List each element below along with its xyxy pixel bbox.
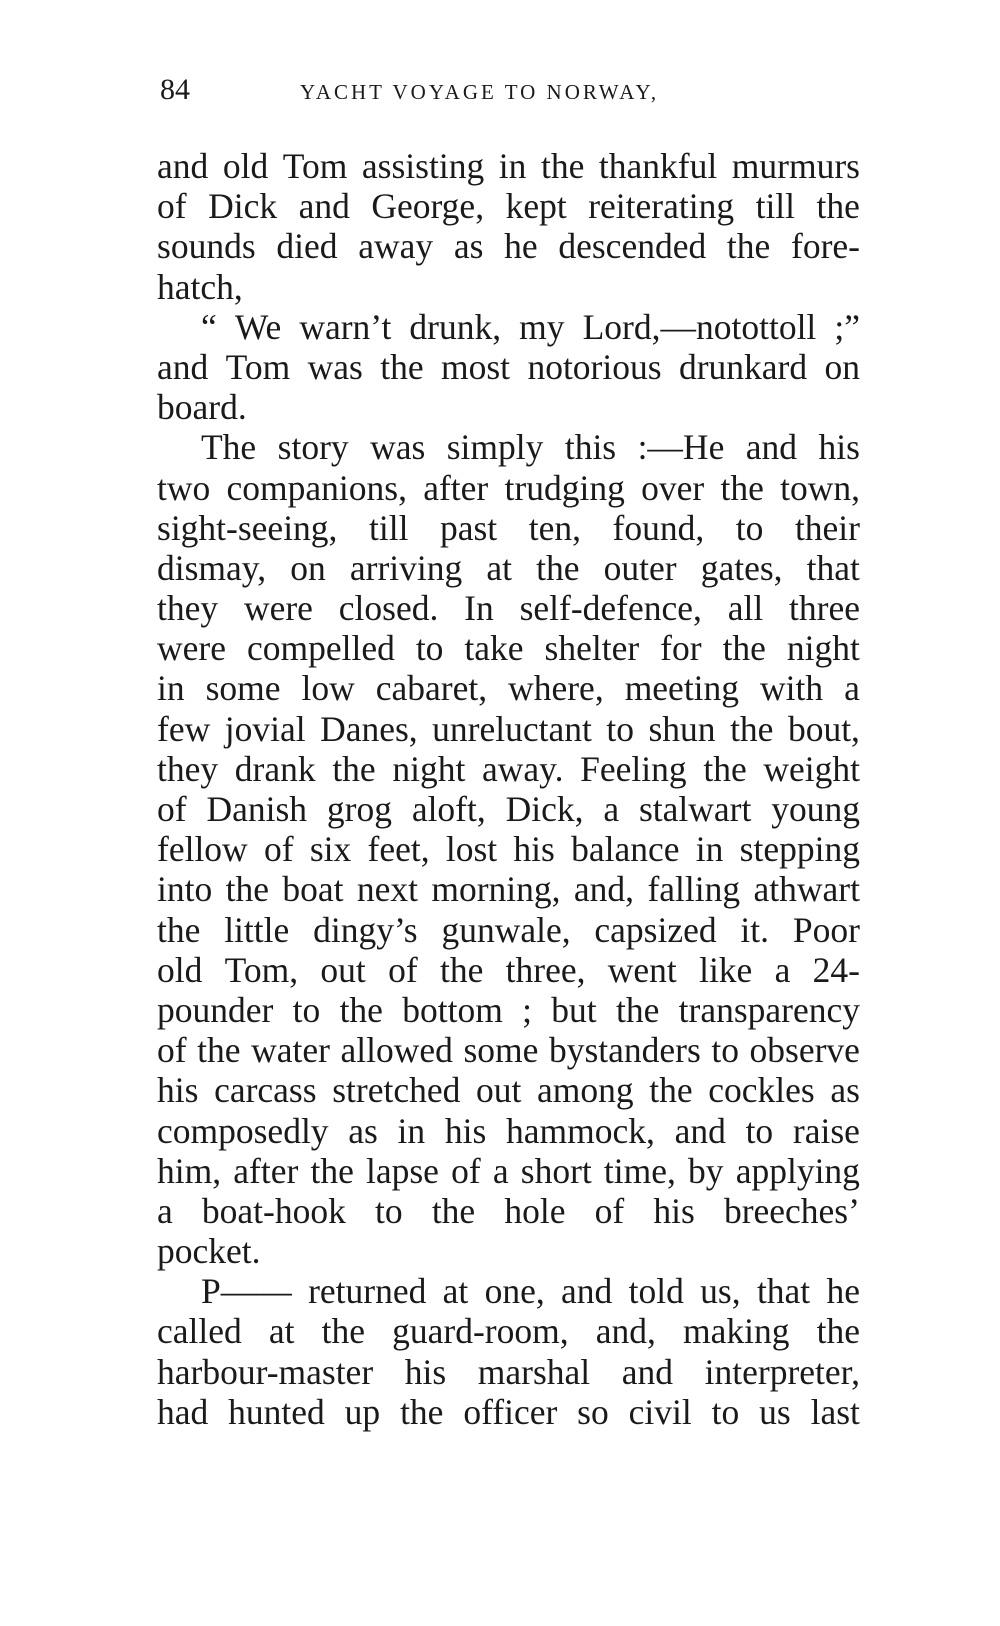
word: to <box>606 708 634 749</box>
text-line <box>157 1030 860 1070</box>
word: past <box>439 507 498 548</box>
word: the <box>197 1030 241 1071</box>
word: for <box>660 628 702 669</box>
text-line <box>157 990 860 1030</box>
word: story <box>277 427 349 468</box>
word: to <box>711 1030 739 1071</box>
word: to <box>292 989 321 1030</box>
word: notorious <box>527 346 662 387</box>
word: a <box>157 1190 173 1231</box>
text-line <box>157 829 860 869</box>
text-line <box>157 1111 860 1151</box>
word: the <box>816 1311 860 1352</box>
word: reiterating <box>588 186 735 227</box>
word: the <box>157 909 201 950</box>
word: of <box>263 829 294 870</box>
word: In <box>464 588 494 629</box>
word: the <box>400 1391 444 1432</box>
word: Lord,—notottoll <box>582 306 817 347</box>
word: and <box>298 186 350 227</box>
text-line <box>157 869 860 909</box>
word: Tom, <box>224 949 299 990</box>
text-line <box>157 508 860 548</box>
word: breeches’ <box>723 1190 860 1231</box>
word: lost <box>445 829 498 870</box>
word: the <box>730 708 774 749</box>
word: bystanders <box>548 1030 701 1071</box>
word: died <box>276 226 338 267</box>
word: and, <box>573 869 635 910</box>
word: two <box>157 467 211 508</box>
word: shun <box>648 708 716 749</box>
text-line <box>157 1311 860 1351</box>
word: unreluctant <box>432 708 592 749</box>
word: gunwale, <box>441 909 571 950</box>
word: and <box>157 346 209 387</box>
word: last <box>810 1391 860 1432</box>
word: shelter <box>544 628 640 669</box>
word: drunk, <box>409 306 502 347</box>
word: of <box>594 1190 625 1231</box>
word: pounder <box>157 989 274 1030</box>
word: as <box>348 1110 378 1151</box>
word: the <box>332 748 376 789</box>
word: board. <box>157 387 247 428</box>
word: his <box>513 829 555 870</box>
word: were <box>157 628 226 669</box>
word: a <box>774 949 791 990</box>
word: grog <box>326 789 392 829</box>
word: gates, <box>700 547 783 588</box>
word: stretched <box>332 1070 461 1111</box>
word: were <box>243 588 313 629</box>
word: companions, <box>226 467 407 508</box>
word: in <box>695 829 724 870</box>
word: Poor <box>792 909 860 950</box>
word: time, <box>603 1150 676 1191</box>
word: feet, <box>367 829 430 870</box>
word: where, <box>508 668 604 709</box>
word: few <box>157 708 211 749</box>
word: the <box>649 1070 693 1111</box>
word: hammock, <box>506 1110 655 1151</box>
word: three <box>789 588 860 629</box>
word: it. <box>740 909 770 950</box>
word: ; <box>522 989 532 1030</box>
text-line <box>157 347 860 387</box>
word: and <box>745 427 798 468</box>
word: out <box>475 1070 522 1111</box>
word: town, <box>780 467 860 508</box>
word: my <box>519 306 565 347</box>
text-line <box>157 910 860 950</box>
word: water <box>251 1030 330 1071</box>
word: on <box>290 547 326 588</box>
word: night <box>392 748 466 789</box>
word: all <box>727 588 764 629</box>
word: murmurs <box>731 146 860 186</box>
text-line <box>157 1392 860 1432</box>
text-line <box>157 1151 860 1191</box>
word: his <box>818 427 860 468</box>
word: with <box>760 668 824 709</box>
word: the <box>225 869 269 910</box>
word: after <box>423 467 489 508</box>
text-line <box>157 1231 860 1271</box>
running-title: YACHT VOYAGE TO NORWAY, <box>300 80 660 104</box>
word: marshal <box>477 1351 591 1392</box>
word: morning, <box>431 869 561 910</box>
word: warn’t <box>299 306 392 347</box>
word: drank <box>234 748 316 789</box>
word: arriving <box>349 547 463 588</box>
word: a <box>844 668 860 709</box>
word: and <box>561 1271 613 1312</box>
word: a <box>492 1150 509 1191</box>
word: bout, <box>787 708 860 749</box>
word: had <box>157 1391 209 1432</box>
word: to <box>375 1190 403 1231</box>
text-line <box>157 1191 860 1231</box>
word: self-defence, <box>519 588 702 629</box>
word: dismay, <box>157 547 267 588</box>
word: short <box>520 1150 592 1191</box>
text-line <box>157 427 860 467</box>
word: his <box>404 1351 447 1392</box>
word: this <box>564 427 617 468</box>
word: three, <box>505 949 586 990</box>
word: simply <box>446 427 544 468</box>
word: officer <box>463 1391 558 1432</box>
word: closed. <box>338 588 439 629</box>
word: capsized <box>594 909 717 950</box>
word: the <box>439 949 484 990</box>
word: among <box>537 1070 634 1111</box>
text-line <box>157 628 860 668</box>
word: guard-room, <box>392 1311 569 1352</box>
word: the <box>816 186 860 227</box>
word: drunkard <box>678 346 808 387</box>
word: and <box>621 1351 674 1392</box>
word: of <box>157 789 187 829</box>
word: The <box>201 427 257 468</box>
word: old <box>157 949 203 990</box>
word: out <box>320 949 366 990</box>
word: P—— <box>201 1271 292 1312</box>
word: the <box>321 1311 365 1352</box>
word: Dick, <box>505 789 584 829</box>
word: meeting <box>624 668 740 709</box>
word: and <box>157 146 209 186</box>
word: his <box>444 1110 487 1151</box>
word: the <box>380 346 424 387</box>
word: us, <box>700 1271 741 1312</box>
word: hatch, <box>157 266 243 307</box>
text-line <box>157 789 860 829</box>
word: and, <box>595 1311 656 1352</box>
page-number: 84 <box>160 73 190 106</box>
text-line <box>157 226 860 266</box>
word: Tom <box>282 146 348 186</box>
word: some <box>205 668 281 709</box>
word: :—He <box>637 427 725 468</box>
word: the <box>615 989 660 1030</box>
word: the <box>310 1150 354 1191</box>
word: of <box>157 186 187 227</box>
text-line <box>157 387 860 427</box>
text-line <box>157 267 860 307</box>
word: ;” <box>834 306 860 347</box>
word: compelled <box>246 628 395 669</box>
word: the <box>720 467 764 508</box>
text-line <box>157 307 860 347</box>
word: Tom <box>225 346 291 387</box>
word: by <box>688 1150 724 1191</box>
word: away. <box>482 748 564 789</box>
word: boat-hook <box>201 1190 346 1231</box>
word: next <box>356 869 418 910</box>
word: they <box>157 588 219 629</box>
word: the <box>726 226 771 267</box>
word: at <box>442 1271 469 1312</box>
word: civil <box>628 1391 692 1432</box>
word: his <box>653 1190 695 1231</box>
word: six <box>309 829 352 870</box>
word: cabaret, <box>375 668 488 709</box>
word: stalwart <box>638 789 752 829</box>
word: called <box>157 1311 242 1352</box>
word: the <box>431 1190 476 1231</box>
word: falling <box>647 869 741 910</box>
word: observe <box>749 1030 860 1071</box>
word: was <box>370 427 426 468</box>
word: boat <box>282 869 344 910</box>
word: sight-seeing, <box>157 507 338 548</box>
word: as <box>830 1070 860 1111</box>
word: ten, <box>528 507 581 548</box>
word: of <box>157 1030 187 1071</box>
word: in <box>157 668 185 709</box>
word: him, <box>157 1150 222 1191</box>
word: interpreter, <box>704 1351 860 1392</box>
text-line <box>157 709 860 749</box>
word: jovial <box>224 708 306 749</box>
text-line <box>157 1352 860 1392</box>
word: he <box>504 226 538 267</box>
word: raise <box>792 1110 860 1151</box>
word: he <box>826 1271 860 1312</box>
word: away <box>358 226 434 267</box>
word: We <box>234 306 282 347</box>
text-line <box>157 588 860 628</box>
word: till <box>755 186 796 227</box>
word: Danes, <box>320 708 418 749</box>
word: the <box>339 989 383 1030</box>
word: night <box>786 628 860 669</box>
word: aloft, <box>411 789 486 829</box>
word: kept <box>505 186 567 227</box>
word: harbour-master <box>157 1351 374 1392</box>
word: assisting <box>361 146 485 186</box>
text-line <box>157 749 860 789</box>
word: most <box>441 346 511 387</box>
word: little <box>224 909 290 950</box>
word: in <box>397 1110 426 1151</box>
word: George, <box>371 186 485 227</box>
word: 24- <box>812 949 860 990</box>
word: stepping <box>739 829 860 870</box>
word: Feeling <box>580 748 687 789</box>
word: over <box>641 467 705 508</box>
word: descended <box>558 226 707 267</box>
word: his <box>157 1070 199 1111</box>
word: weight <box>763 748 860 789</box>
word: but <box>551 989 597 1030</box>
word: young <box>771 789 860 829</box>
word: in <box>498 146 527 186</box>
word: balance <box>571 829 680 870</box>
word: so <box>577 1391 609 1432</box>
word: the <box>722 628 766 669</box>
text-line <box>157 668 860 708</box>
word: carcass <box>214 1070 317 1111</box>
word: athwart <box>753 869 860 910</box>
text-line <box>157 1070 860 1110</box>
text-line <box>157 548 860 588</box>
word: bottom <box>402 989 503 1030</box>
word: the <box>536 547 580 588</box>
word: Dick <box>208 186 278 227</box>
word: was <box>307 346 363 387</box>
word: a <box>603 789 620 829</box>
word: at <box>268 1311 295 1352</box>
word: that <box>806 547 860 588</box>
word: dingy’s <box>313 909 418 950</box>
word: the <box>540 146 585 186</box>
word: returned <box>308 1271 427 1312</box>
word: at <box>486 547 513 588</box>
word: old <box>222 146 269 186</box>
word: up <box>344 1391 381 1432</box>
word: fore- <box>791 226 860 267</box>
running-head <box>160 70 860 110</box>
word: after <box>233 1150 299 1191</box>
word: outer <box>603 547 677 588</box>
text-line <box>157 1271 860 1311</box>
word: one, <box>484 1271 545 1312</box>
word: that <box>756 1271 811 1312</box>
word: us <box>759 1391 791 1432</box>
word: cockles <box>708 1070 815 1111</box>
word: allowed <box>340 1030 453 1071</box>
word: their <box>794 507 860 548</box>
word: of <box>388 949 418 990</box>
word: hole <box>504 1190 566 1231</box>
word: pocket. <box>157 1231 261 1272</box>
word: making <box>682 1311 790 1352</box>
text-line <box>157 146 860 186</box>
word: fellow <box>157 829 248 870</box>
word: the <box>703 748 747 789</box>
text-line <box>157 468 860 508</box>
word: of <box>451 1150 481 1191</box>
word: “ <box>201 306 217 347</box>
word: on <box>824 346 860 387</box>
word: like <box>699 949 753 990</box>
word: low <box>301 668 355 709</box>
word: to <box>415 628 444 669</box>
word: till <box>368 507 409 548</box>
word: told <box>628 1271 684 1312</box>
word: applying <box>735 1150 860 1191</box>
word: to <box>745 1110 774 1151</box>
body-text <box>157 146 860 1432</box>
word: as <box>453 226 484 267</box>
word: they <box>157 748 219 789</box>
word: hunted <box>228 1391 325 1432</box>
word: sounds <box>157 226 256 267</box>
word: to <box>711 1391 740 1432</box>
word: to <box>735 507 764 548</box>
word: lapse <box>365 1150 439 1191</box>
text-line <box>157 950 860 990</box>
text-line <box>157 186 860 226</box>
word: thankful <box>598 146 718 186</box>
word: and <box>674 1110 726 1151</box>
word: take <box>464 628 524 669</box>
word: transparency <box>678 989 860 1030</box>
word: went <box>607 949 677 990</box>
word: found, <box>612 507 705 548</box>
word: Danish <box>206 789 308 829</box>
word: some <box>463 1030 539 1071</box>
word: composedly <box>157 1110 329 1151</box>
word: into <box>157 869 213 910</box>
word: trudging <box>504 467 625 508</box>
